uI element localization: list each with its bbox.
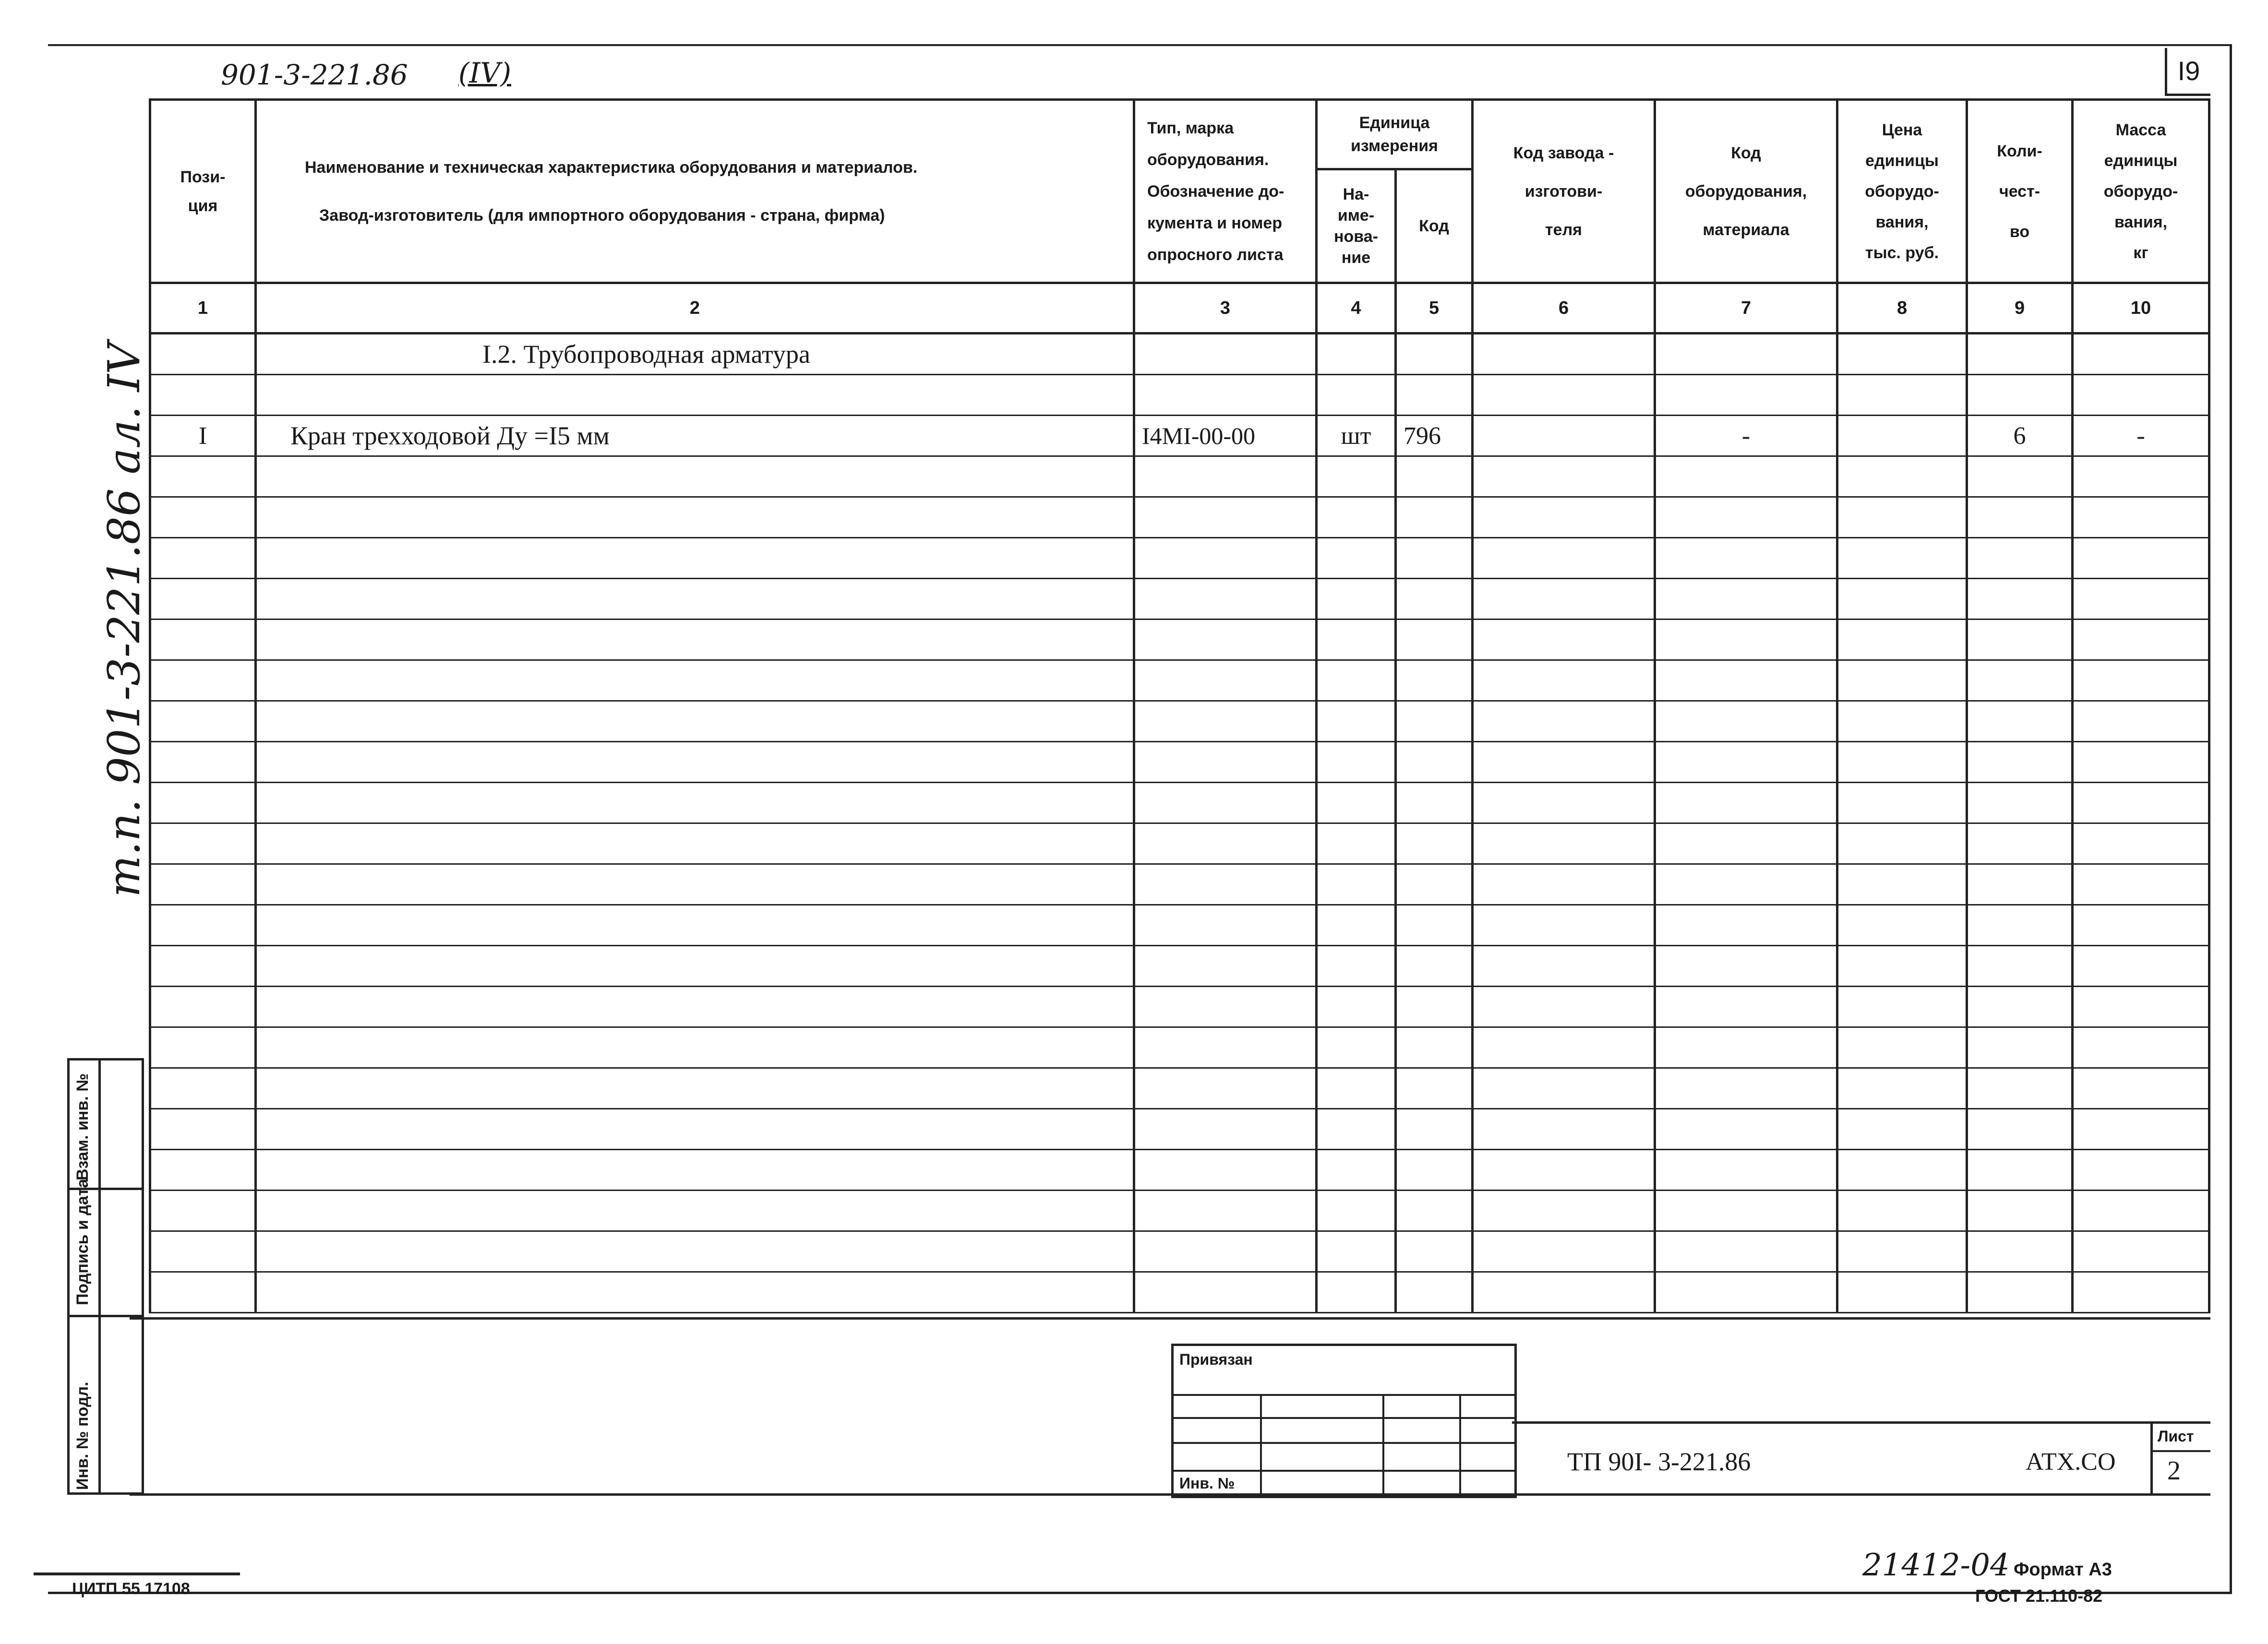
margin-note: т.п. 901-3-221.86 ал. IV — [98, 342, 150, 897]
footer-gost: ГОСТ 21.110-82 — [1975, 1586, 2103, 1606]
footer-line — [34, 1573, 240, 1575]
header-unit: Единица измерения — [1317, 100, 1473, 169]
header-quantity: Коли- чест- во — [1967, 100, 2073, 283]
title-block-top-line — [130, 1317, 2210, 1320]
col-number: 1 — [150, 283, 256, 334]
row-unit: шт — [1317, 416, 1396, 456]
header-type: Тип, марка оборудования. Обозначение до- кумента и номер опросного листа — [1134, 100, 1317, 283]
sheet-corner-number: I9 — [2165, 48, 2210, 96]
side-approval-block — [67, 1058, 144, 1495]
side-label-vzam: Взам. инв. № — [73, 1073, 92, 1180]
row-mass: - — [2073, 416, 2209, 456]
binding-label: Привязан — [1179, 1351, 1253, 1368]
footer-tsitp: ЦИТП 55 17108 — [72, 1580, 190, 1598]
col-number: 6 — [1473, 283, 1655, 334]
header-name-line2: Завод-изготовитель (для импортного оборудования - страна, фирма) — [319, 206, 885, 225]
binding-box — [1171, 1344, 1517, 1498]
header-mass: Масса единицы оборудо- вания, кг — [2073, 100, 2209, 283]
header-name — [256, 100, 1134, 283]
row-equipment-code: - — [1655, 416, 1837, 456]
header-name-line1: Наименование и техническая характеристика оборудования и материалов. — [305, 158, 918, 177]
header-unit-name: На- име- нова- ние — [1317, 169, 1396, 283]
row-name: Кран трехходовой Ду =I5 мм — [256, 416, 1134, 456]
row-position: I — [150, 416, 256, 456]
col-number: 4 — [1317, 283, 1396, 334]
col-number: 5 — [1396, 283, 1473, 334]
row-quantity: 6 — [1967, 416, 2073, 456]
sheet-number: 2 — [2167, 1456, 2181, 1486]
footer-order-number: 21412-04 — [1862, 1548, 2010, 1583]
header-unit-code: Код — [1396, 169, 1473, 283]
top-code: 901-3-221.86 — [221, 59, 408, 91]
sheet-label: Лист — [2158, 1428, 2194, 1445]
document-mark: АТХ.СО — [2026, 1448, 2116, 1476]
header-plant-code: Код завода - изготови- теля — [1473, 100, 1655, 283]
col-number: 3 — [1134, 283, 1317, 334]
header-equipment-code: Код оборудования, материала — [1655, 100, 1837, 283]
side-label-inv: Инв. № подл. — [73, 1382, 92, 1490]
section-title: I.2. Трубопроводная арматура — [256, 334, 1134, 375]
col-number: 7 — [1655, 283, 1837, 334]
table-row — [150, 416, 2209, 456]
col-number: 2 — [256, 283, 1134, 334]
row-plant-code — [1473, 416, 1655, 456]
row-price — [1837, 416, 1967, 456]
col-number: 10 — [2073, 283, 2209, 334]
col-number: 9 — [1967, 283, 2073, 334]
header-row — [150, 100, 2209, 169]
stamp-block — [1512, 1421, 2210, 1496]
column-numbers-row — [150, 283, 2209, 334]
inventory-label: Инв. № — [1179, 1475, 1235, 1492]
document-code: ТП 90I- 3-221.86 — [1567, 1447, 1751, 1476]
section-row — [150, 334, 2209, 375]
spec-table — [149, 98, 2210, 1313]
side-label-podpis: Подпись и дата — [73, 1179, 92, 1305]
col-number: 8 — [1837, 283, 1967, 334]
row-type: I4MI-00-00 — [1134, 416, 1317, 456]
row-unit-code: 796 — [1396, 416, 1473, 456]
header-position: Пози- ция — [150, 100, 256, 283]
top-album: (IV) — [458, 57, 512, 89]
header-price: Цена единицы оборудо- вания, тыс. руб. — [1837, 100, 1967, 283]
footer-format: Формат А3 — [2014, 1560, 2112, 1580]
